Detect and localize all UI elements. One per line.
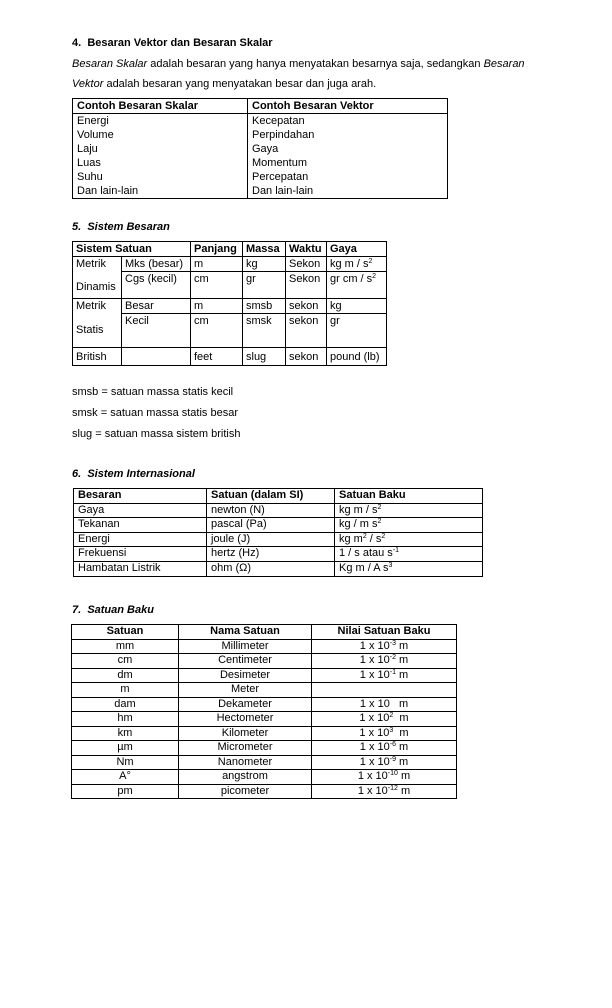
term-vector-a: Besaran [483, 58, 525, 70]
table-cell [312, 755, 457, 770]
table-cell: cm [191, 272, 243, 299]
value-text: 1 x 10 [359, 712, 390, 724]
exponent: 2 [377, 518, 382, 526]
column-header: Panjang [191, 242, 243, 257]
column-header: Waktu [286, 242, 327, 257]
table-cell [335, 561, 483, 576]
table-cell: sekon [286, 348, 327, 366]
table-row [73, 272, 387, 299]
table-row [74, 503, 483, 518]
table-row [73, 156, 448, 170]
exponent: -3 [389, 639, 396, 647]
column-header: Massa [243, 242, 286, 257]
table-cell [327, 272, 387, 299]
table-cell: Percepatan [248, 170, 448, 184]
table-cell [312, 741, 457, 756]
exponent: -2 [389, 654, 396, 661]
table-cell: A° [72, 770, 179, 785]
column-header: Satuan (dalam SI) [207, 489, 335, 504]
table-cell: dm [72, 668, 179, 683]
table-row [73, 114, 448, 129]
table-cell: Dekameter [179, 697, 312, 712]
table-cell: gr [243, 272, 286, 299]
table-cell [312, 639, 457, 654]
table-row [73, 348, 387, 366]
exponent: 2 [377, 503, 382, 511]
table-cell: Dan lain-lain [73, 184, 248, 199]
table-cell: Sekon [286, 272, 327, 299]
column-header: Gaya [327, 242, 387, 257]
table-row [72, 741, 457, 756]
paragraph-text: adalah besaran yang menyatakan besar dan juga arah. [103, 78, 377, 90]
table-cell: Kecepatan [248, 114, 448, 129]
table-cell [312, 726, 457, 741]
table-cell: Kecil [122, 314, 191, 348]
column-header: Satuan [72, 625, 179, 640]
unit-text: gr cm / s [330, 273, 373, 285]
table-row [73, 142, 448, 156]
table-row [72, 784, 457, 799]
table-row [74, 518, 483, 533]
table-cell: Besar [122, 299, 191, 314]
table-row [72, 697, 457, 712]
value-text: 1 x 10 [359, 639, 390, 652]
value-text: 1 x 10 [359, 654, 390, 666]
table-row [72, 712, 457, 727]
table-row [74, 532, 483, 547]
table-cell: mm [72, 639, 179, 654]
table-cell: Dinamis [73, 272, 122, 299]
notes-list [72, 382, 240, 445]
exponent: -6 [389, 741, 396, 748]
si-units-table [73, 488, 483, 577]
unit-text: m [395, 654, 409, 666]
table-cell: Frekuensi [74, 547, 207, 562]
table-cell: Hectometer [179, 712, 312, 727]
table-cell: Meter [179, 683, 312, 698]
exponent: 2 [372, 273, 377, 280]
term-vector-b: Vektor [72, 78, 104, 90]
column-header: Nama Satuan [179, 625, 312, 640]
exponent: 2 [368, 258, 373, 265]
section-number: 7. [72, 604, 82, 616]
value-text: 1 x 10 [359, 741, 390, 753]
unit-text: 1 / s atau s [339, 547, 393, 560]
table-cell [312, 654, 457, 669]
table-row [72, 639, 457, 654]
section-title: Sistem Besaran [87, 221, 170, 233]
table-cell: Statis [73, 314, 122, 348]
table-cell: Luas [73, 156, 248, 170]
table-cell: Energi [74, 532, 207, 547]
table-cell: British [73, 348, 122, 366]
exponent: -12 [387, 784, 398, 792]
exponent: 2 [381, 532, 386, 540]
table-cell [335, 532, 483, 547]
unit-text: m [395, 639, 409, 652]
table-cell: Energi [73, 114, 248, 129]
table-row [73, 257, 387, 272]
unit-text: m [393, 726, 409, 739]
table-cell: Gaya [248, 142, 448, 156]
table-cell: Hambatan Listrik [74, 561, 207, 576]
table-cell: Micrometer [179, 741, 312, 756]
table-cell: ohm (Ω) [207, 561, 335, 576]
column-header: Sistem Satuan [73, 242, 191, 257]
table-cell: kg [243, 257, 286, 272]
table-cell: km [72, 726, 179, 741]
unit-text: m [397, 770, 411, 782]
table-cell: pound (lb) [327, 348, 387, 366]
table-row [73, 128, 448, 142]
table-cell: m [72, 683, 179, 698]
table-cell: gr [327, 314, 387, 348]
table-row [73, 299, 387, 314]
table-cell: sekon [286, 299, 327, 314]
table-cell: cm [72, 654, 179, 669]
table-cell [327, 257, 387, 272]
unit-text: m [397, 784, 411, 797]
table-cell: joule (J) [207, 532, 335, 547]
section-title: Besaran Vektor dan Besaran Skalar [87, 37, 273, 49]
table-cell: Momentum [248, 156, 448, 170]
table-cell: smsb [243, 299, 286, 314]
table-cell: pascal (Pa) [207, 518, 335, 533]
exponent: -10 [387, 770, 398, 777]
term-scalar: Besaran Skalar [72, 58, 148, 70]
table-cell: Desimeter [179, 668, 312, 683]
table-row [73, 184, 448, 199]
table-cell: Cgs (kecil) [122, 272, 191, 299]
table-cell: newton (N) [207, 503, 335, 518]
unit-text: kg m [339, 532, 363, 545]
value-text: 1 x 10 [359, 668, 390, 681]
section-4-heading [72, 37, 273, 49]
table-cell [312, 784, 457, 799]
unit-text: / s [366, 532, 382, 545]
unit-text: m [395, 741, 409, 753]
table-cell: smsk [243, 314, 286, 348]
table-cell [312, 712, 457, 727]
table-cell [122, 348, 191, 366]
table-row [72, 755, 457, 770]
unit-text: kg m / s [339, 503, 378, 516]
value-text: 1 x 10 [359, 697, 390, 710]
exponent: 2 [362, 532, 367, 540]
table-cell: pm [72, 784, 179, 799]
unit-text: kg m / s [330, 258, 369, 270]
table-row [74, 561, 483, 576]
section-6-heading [72, 468, 195, 480]
table-cell: µm [72, 741, 179, 756]
table-cell: angstrom [179, 770, 312, 785]
table-cell: Centimeter [179, 654, 312, 669]
table-cell: slug [243, 348, 286, 366]
table-cell [312, 668, 457, 683]
table-row [72, 683, 457, 698]
table-row [72, 726, 457, 741]
column-header: Besaran [74, 489, 207, 504]
value-text: 1 x 10 [359, 726, 390, 739]
table-cell: Kilometer [179, 726, 312, 741]
exponent: -1 [392, 547, 400, 555]
table-cell: hm [72, 712, 179, 727]
table-cell: Millimeter [179, 639, 312, 654]
table-cell: hertz (Hz) [207, 547, 335, 562]
column-header: Contoh Besaran Skalar [73, 99, 248, 114]
table-cell: Gaya [74, 503, 207, 518]
table-cell: Volume [73, 128, 248, 142]
table-row [72, 668, 457, 683]
table-row [73, 314, 387, 348]
section-title: Satuan Baku [87, 604, 154, 616]
table-cell: m [191, 257, 243, 272]
table-cell [335, 518, 483, 533]
exponent: 3 [389, 726, 394, 734]
unit-text: kg / m s [339, 518, 378, 531]
section-7-heading [72, 604, 154, 616]
unit-text: m [393, 712, 409, 724]
table-cell [312, 770, 457, 785]
table-cell: Nanometer [179, 755, 312, 770]
section-number: 5. [72, 221, 82, 233]
vector-scalar-table [72, 98, 448, 199]
exponent: 2 [389, 712, 394, 719]
table-cell: picometer [179, 784, 312, 799]
table-cell: Tekanan [74, 518, 207, 533]
unit-text: m [395, 755, 409, 768]
table-row [73, 170, 448, 184]
system-units-table [72, 241, 387, 366]
section-5-heading [72, 221, 170, 233]
value-text: 1 x 10 [359, 755, 390, 768]
table-cell: dam [72, 697, 179, 712]
standard-units-table [71, 624, 457, 799]
unit-text: Kg m / A s [339, 561, 389, 574]
table-cell: Metrik [73, 299, 122, 314]
table-cell: m [191, 299, 243, 314]
table-row [72, 654, 457, 669]
table-cell: Dan lain-lain [248, 184, 448, 199]
section-4-paragraph [72, 54, 572, 94]
section-title: Sistem Internasional [87, 468, 195, 480]
table-row [72, 770, 457, 785]
note: smsk = satuan massa statis besar [72, 407, 238, 419]
table-cell [312, 697, 457, 712]
table-cell: Perpindahan [248, 128, 448, 142]
table-cell: Sekon [286, 257, 327, 272]
table-cell: cm [191, 314, 243, 348]
column-header: Satuan Baku [335, 489, 483, 504]
table-cell: Metrik [73, 257, 122, 272]
section-number: 6. [72, 468, 82, 480]
table-cell [312, 683, 457, 698]
exponent: 3 [388, 561, 393, 569]
note: slug = satuan massa sistem british [72, 428, 241, 440]
paragraph-text: adalah besaran yang hanya menyatakan besarnya saja, sedangkan [147, 58, 484, 70]
exponent: -9 [389, 755, 396, 763]
table-cell: Laju [73, 142, 248, 156]
table-cell: kg [327, 299, 387, 314]
table-row [74, 547, 483, 562]
value-text: 1 x 10 [357, 770, 388, 782]
exponent: -1 [389, 668, 396, 676]
table-cell: Nm [72, 755, 179, 770]
column-header: Nilai Satuan Baku [312, 625, 457, 640]
table-cell: sekon [286, 314, 327, 348]
table-cell [335, 503, 483, 518]
unit-text: m [389, 697, 409, 710]
unit-text: m [395, 668, 409, 681]
table-cell [335, 547, 483, 562]
column-header: Contoh Besaran Vektor [248, 99, 448, 114]
section-number: 4. [72, 37, 82, 49]
table-cell: Suhu [73, 170, 248, 184]
note: smsb = satuan massa statis kecil [72, 386, 234, 398]
value-text: 1 x 10 [357, 784, 388, 797]
table-cell: feet [191, 348, 243, 366]
table-cell: Mks (besar) [122, 257, 191, 272]
